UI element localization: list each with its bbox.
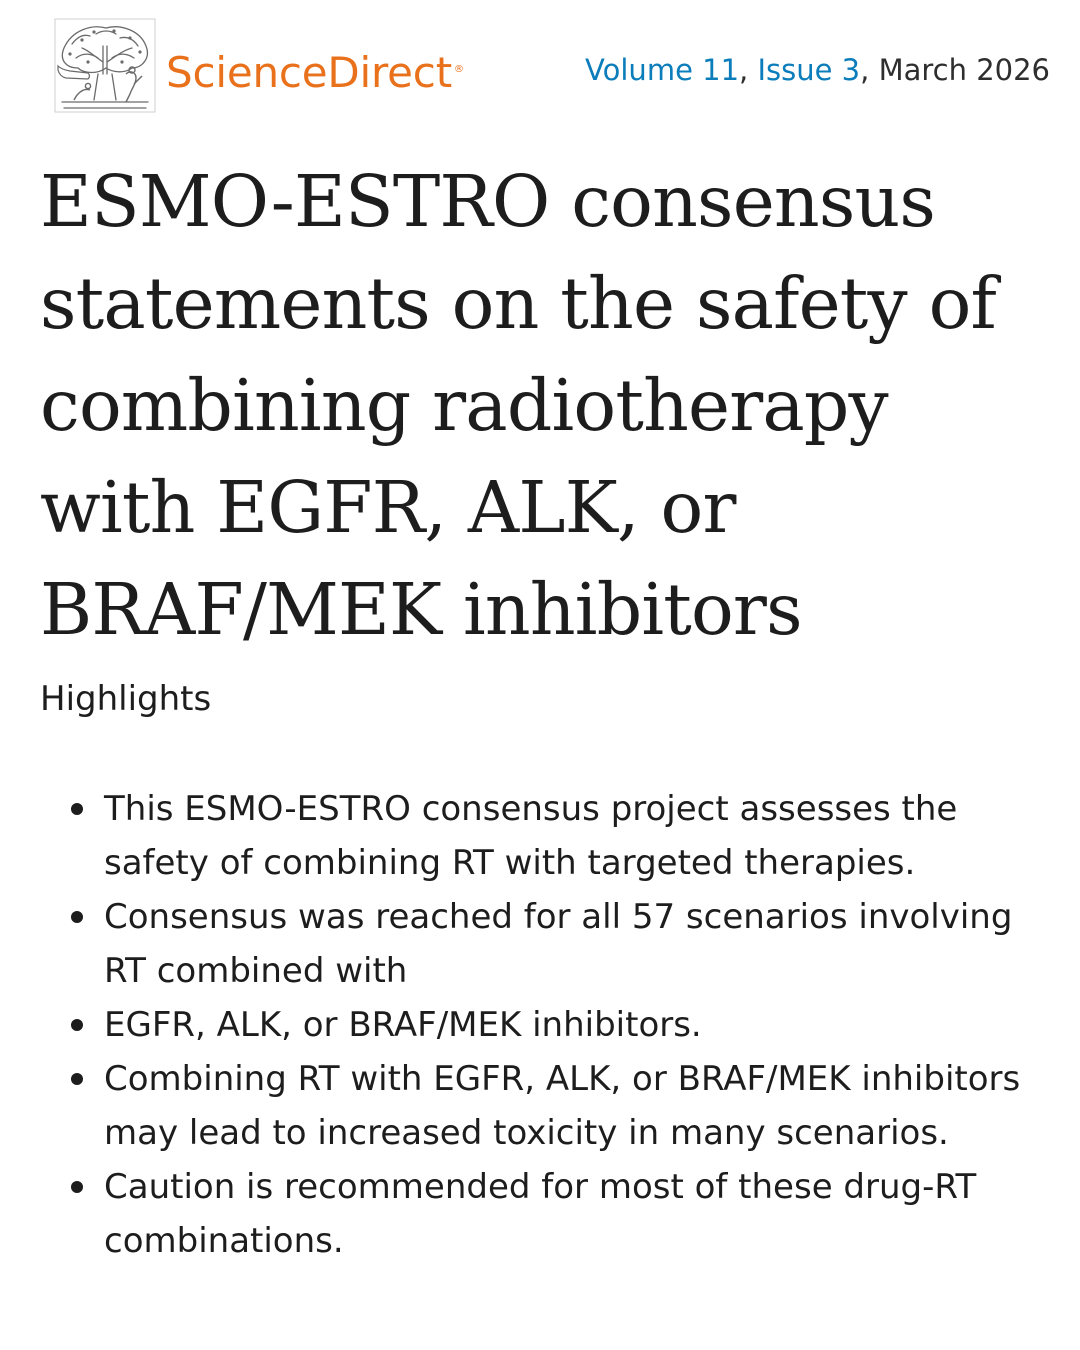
bullet-icon: [71, 1019, 83, 1031]
highlight-item: [104, 998, 1044, 1052]
highlight-text: This ESMO-ESTRO consensus project assesses the safety of combining RT with targeted therapies.: [104, 789, 958, 883]
highlights-list: [104, 782, 1044, 1268]
highlight-text: Consensus was reached for all 57 scenarios involving RT combined with: [104, 897, 1013, 991]
highlight-item: [104, 890, 1044, 998]
bullet-icon: [71, 911, 83, 923]
bullet-icon: [71, 1073, 83, 1085]
bullet-icon: [71, 803, 83, 815]
article-title: ESMO-ESTRO consensus statements on the safety of combining radiotherapy with EGFR, ALK, or BRAF/MEK inhibitors: [40, 160, 997, 651]
highlight-item: [104, 1052, 1044, 1160]
issue-separator: ,: [739, 53, 758, 87]
highlights-heading: Highlights: [40, 679, 212, 719]
highlight-text: Caution is recommended for most of these drug-RT combinations.: [104, 1167, 977, 1261]
sciencedirect-logo[interactable]: [54, 18, 484, 113]
volume-link[interactable]: Volume 11: [585, 53, 740, 87]
highlight-item: [104, 1160, 1044, 1268]
page-header: [0, 0, 1080, 130]
issue-link[interactable]: Issue 3: [757, 53, 861, 87]
highlight-text: EGFR, ALK, or BRAF/MEK inhibitors.: [104, 1005, 702, 1045]
elsevier-tree-icon: [54, 18, 156, 113]
highlight-text: Combining RT with EGFR, ALK, or BRAF/MEK inhibitors may lead to increased toxicity in many scenarios.: [104, 1059, 1021, 1153]
issue-info: [585, 52, 1050, 88]
bullet-icon: [71, 1181, 83, 1193]
brand-name: ScienceDirect ®: [166, 48, 464, 97]
issue-date: , March 2026: [860, 53, 1050, 87]
highlight-item: [104, 782, 1044, 890]
